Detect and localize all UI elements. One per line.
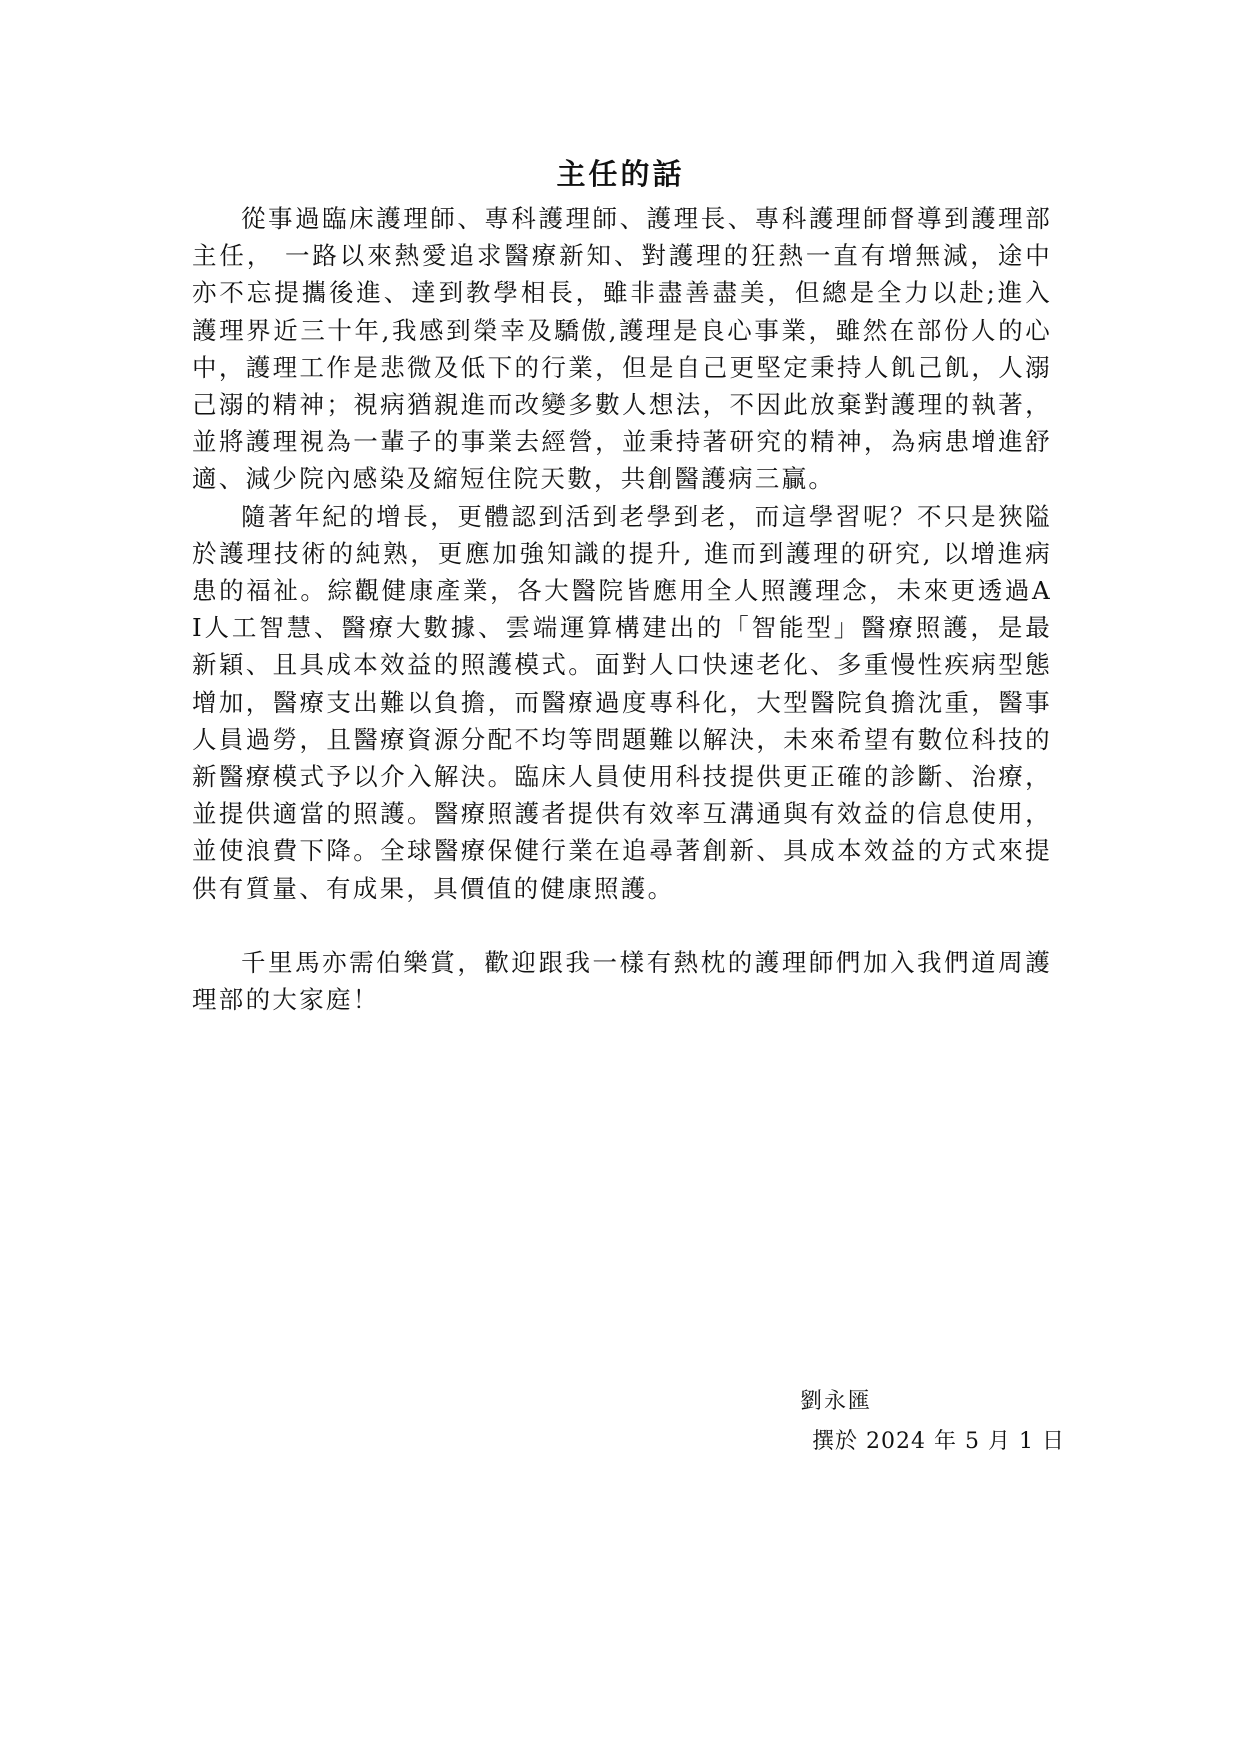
signature-date: 撰於 2024 年 5 月 1 日 — [812, 1429, 1065, 1454]
paragraph-career: 從事過臨床護理師、專科護理師、護理長、專科護理師督導到護理部主任， 一路以來熱愛追求醫療新知、對護理的狂熱一直有增無減，途中亦不忘提攜後進、達到教學相長，雖非盡善盡美，但總是全力以赴;進入護理界近三十年,我感到榮幸及驕傲,護理是良心事業，雖然在部份人的心中，護理工作是悲微及低下的行業，但是自己更堅定秉持人飢己飢，人溺己溺的精神；視病猶親進而改變多數人想法，不因此放棄對護理的執著，並將護理視為一輩子的事業去經營，並秉持著研究的精神，為病患增進舒適、減少院內感染及縮短住院天數，共創醫護病三贏。 — [192, 204, 1052, 494]
signature-name: 劉永匯 — [800, 1389, 873, 1414]
document-title: 主任的話 — [556, 157, 685, 191]
paragraph-invitation: 千里馬亦需伯樂賞，歡迎跟我一樣有熱枕的護理師們加入我們道周護理部的大家庭！ — [192, 947, 1052, 1015]
paragraph-lifelong-learning: 隨著年紀的增長，更體認到活到老學到老，而這學習呢？不只是狹隘於護理技術的純熟，更應加強知識的提升, 進而到護理的研究, 以增進病患的福祉。綜觀健康產業，各大醫院皆應用全人照護理念，未來更透過AI人工智慧、醫療大數據、雲端運算構建出的「智能型」醫療照護，是最新穎、且具成本效益的照護模式。面對人口快速老化、多重慢性疾病型態增加，醫療支出難以負擔，而醫療過度專科化，大型醫院負擔沈重，醫事人員過勞，且醫療資源分配不均等問題難以解決，未來希望有數位科技的新醫療模式予以介入解決。臨床人員使用科技提供更正確的診斷、治療，並提供適當的照護。醫療照護者提供有效率互溝通與有效益的信息使用，並使浪費下降。全球醫療保健行業在追尋著創新、具成本效益的方式來提供有質量、有成果，具價值的健康照護。 — [192, 501, 1052, 903]
document-body — [192, 200, 1052, 1018]
